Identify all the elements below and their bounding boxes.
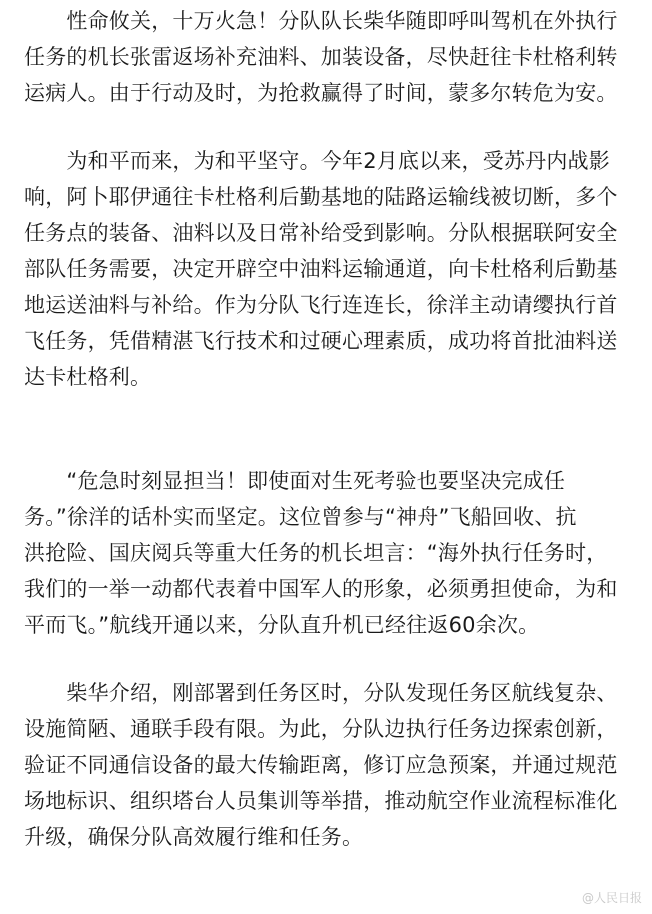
text-line — [24, 395, 636, 431]
text-line: 性命攸关，十万火急！分队队长柴华随即呼叫驾机在外执行 — [24, 9, 618, 33]
text-line: “危急时刻显担当！即使面对生死考验也要坚决完成任 — [24, 469, 566, 493]
watermark: @人民日报 — [581, 891, 642, 905]
text-line: 务。”徐洋的话朴实而坚定。这位曾参与“神舟”飞船回收、抗 — [24, 505, 577, 529]
text-line: 地运送油料与补给。作为分队飞行连连长，徐洋主动请缨执行首 — [24, 293, 618, 317]
text-line: 场地标识、组织塔台人员集训等举措，推动航空作业流程标准化 — [24, 789, 618, 813]
article-body — [24, 3, 636, 887]
paragraph-1 — [24, 3, 636, 111]
paragraph-3 — [24, 463, 636, 643]
text-line: 响，阿卜耶伊通往卡杜格利后勤基地的陆路运输线被切断，多个 — [24, 185, 618, 209]
text-line: 飞任务，凭借精湛飞行技术和过硬心理素质，成功将首批油料送 — [24, 329, 618, 353]
text-line: 任务点的装备、油料以及日常补给受到影响。分队根据联阿安全 — [24, 221, 618, 245]
text-line: 洪抢险、国庆阅兵等重大任务的机长坦言：“海外执行任务时， — [24, 541, 608, 565]
text-line: 任务的机长张雷返场补充油料、加装设备，尽快赶往卡杜格利转 — [24, 45, 618, 69]
text-line: 为和平而来，为和平坚守。今年2月底以来，受苏丹内战影 — [24, 149, 610, 173]
text-line: 部队任务需要，决定开辟空中油料运输通道，向卡杜格利后勤基 — [24, 257, 618, 281]
text-line: 设施简陋、通联手段有限。为此，分队边执行任务边探索创新， — [24, 717, 618, 741]
paragraph-4 — [24, 675, 636, 855]
text-line: 平而飞。”航线开通以来，分队直升机已经往返60余次。 — [24, 613, 540, 637]
text-line: 升级，确保分队高效履行维和任务。 — [24, 825, 364, 849]
text-line: 运病人。由于行动及时，为抢救赢得了时间，蒙多尔转危为安。 — [24, 81, 618, 105]
paragraph-2 — [24, 143, 636, 431]
text-line: 柴华介绍，刚部署到任务区时，分队发现任务区航线复杂、 — [24, 681, 618, 705]
text-line: 我们的一举一动都代表着中国军人的形象，必须勇担使命，为和 — [24, 577, 618, 601]
text-line: 验证不同通信设备的最大传输距离，修订应急预案，并通过规范 — [24, 753, 618, 777]
text-line: 达卡杜格利。 — [24, 365, 152, 389]
